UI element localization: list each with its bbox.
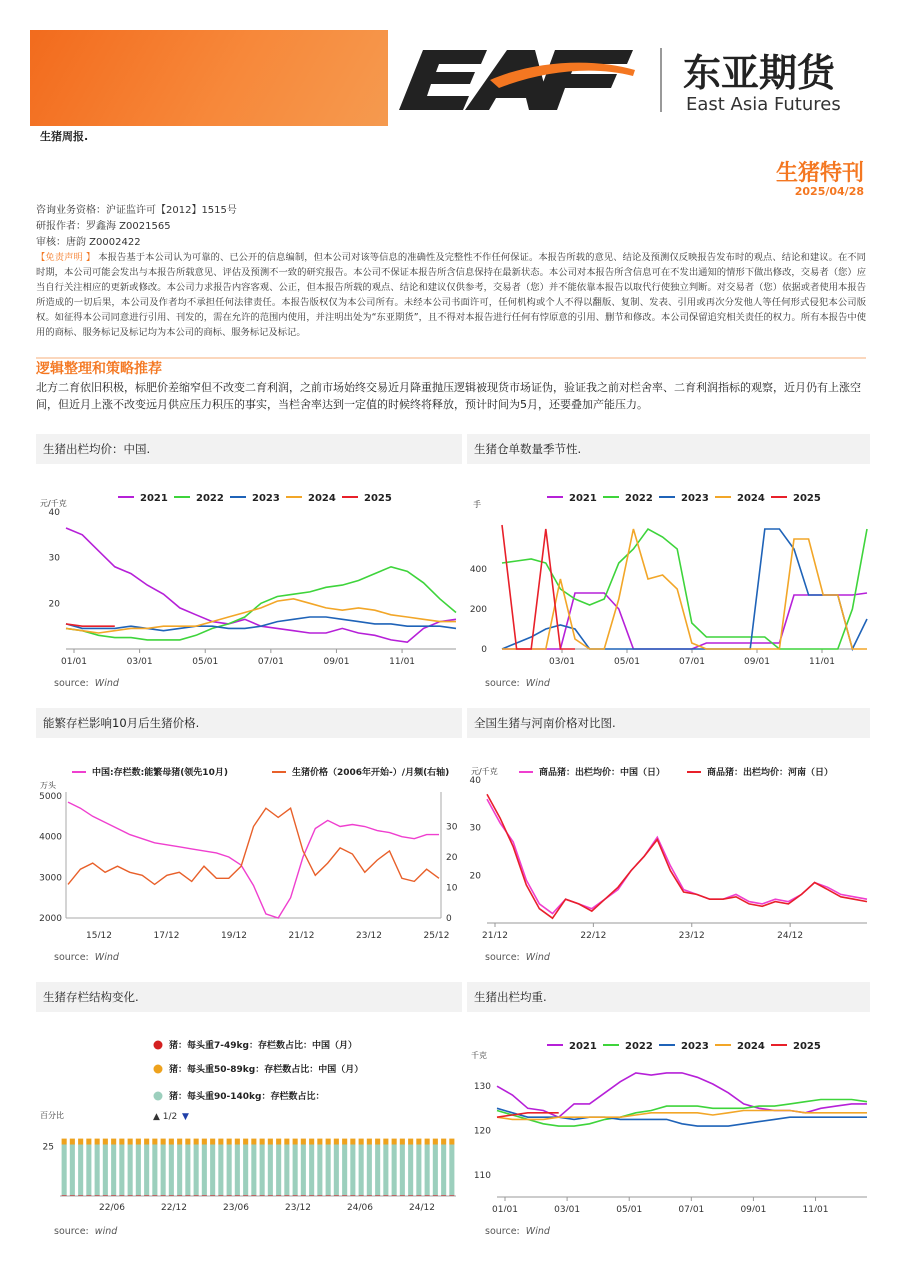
bar-segment	[103, 1139, 108, 1145]
x-tick-label: 07/01	[679, 657, 705, 664]
legend-label: 2024	[737, 1041, 765, 1052]
legend-label: 猪：每头重7-49kg：存栏数占比：中国（月）	[169, 1041, 357, 1051]
bar-segment	[317, 1145, 322, 1196]
bar-segment	[95, 1139, 100, 1145]
y-tick-label: 130	[473, 1082, 491, 1093]
company-cn-name: 东亚期货	[683, 51, 836, 95]
bar-segment	[243, 1139, 248, 1145]
bar-segment	[276, 1139, 281, 1145]
strategy-summary: 北方二育依旧积极，标肥价差缩窄但不改变二育利润，之前市场始终交易近月降重抛压逻辑被现货市场证伪，验证我之前对栏舍率、二育利润指标的观察，近月仍有上涨空间，但近月上涨不改变远月供应压力积压的事实，当栏舍率达到一定值的时候终将释放，预计时间为5月，还要叠加产能压力。	[36, 381, 861, 411]
y-tick-label: 5000	[39, 792, 62, 802]
chart-national-vs-henan	[467, 738, 870, 938]
bar-segment	[334, 1145, 339, 1196]
y-tick-label: 25	[42, 1142, 54, 1153]
bar-segment	[416, 1139, 421, 1145]
y-tick-label: 200	[469, 605, 487, 615]
bar-segment	[169, 1139, 174, 1145]
x-tick-label: 24/12	[777, 931, 804, 938]
x-tick-label: 25/12	[423, 931, 450, 938]
series-line-2021	[497, 1073, 867, 1117]
bar-segment	[227, 1145, 232, 1196]
y-tick-label: 120	[473, 1126, 491, 1137]
x-tick-label: 11/01	[389, 657, 416, 664]
legend-label: 2024	[737, 493, 765, 504]
bar-segment	[70, 1145, 75, 1196]
bar-segment	[317, 1139, 322, 1145]
bar-segment	[425, 1139, 430, 1145]
bar-segment	[449, 1139, 454, 1145]
y2-tick-label: 0	[446, 914, 452, 924]
chart-panel-warrants	[467, 434, 870, 695]
bar-segment	[111, 1139, 116, 1145]
report-name: 生猪周报.	[40, 130, 89, 143]
bar-segment	[227, 1139, 232, 1145]
bar-segment	[62, 1139, 67, 1145]
y-axis-unit: 手	[473, 500, 481, 509]
y-tick-label: 0	[481, 645, 487, 655]
bar-segment	[202, 1145, 207, 1196]
x-tick-label: 09/01	[744, 657, 770, 664]
legend-label: 2021	[569, 1041, 597, 1052]
bar-segment	[119, 1145, 124, 1196]
bar-segment	[62, 1145, 67, 1196]
chart-title: 全国生猪与河南价格对比图.	[467, 708, 870, 738]
legend-label: 商品猪：出栏均价：中国（日）	[539, 768, 666, 778]
chart-panel-sows	[36, 708, 462, 969]
disclaimer-tag: 【免责声明 】	[36, 252, 96, 263]
bar-segment	[218, 1145, 223, 1196]
x-tick-label: 19/12	[221, 931, 247, 938]
chart-sows-vs-price	[36, 738, 462, 938]
chart-source: source: Wind	[54, 678, 119, 689]
bar-segment	[78, 1145, 83, 1196]
bar-segment	[326, 1145, 331, 1196]
legend-label: 2021	[569, 493, 597, 504]
chart-source: source: Wind	[485, 1226, 550, 1237]
series-line-2025	[502, 525, 575, 649]
legend-pager: ▲ 1/2	[153, 1112, 178, 1122]
legend-label: 2023	[681, 493, 709, 504]
bar-segment	[268, 1139, 273, 1145]
y-axis-unit: 万头	[40, 781, 56, 790]
legend-label: 2022	[625, 1041, 653, 1052]
issue-date: 2025/04/28	[794, 185, 864, 198]
bar-segment	[78, 1139, 83, 1145]
disclaimer-text: 本报告基于本公司认为可靠的、已公开的信息编制，但本公司对该等信息的准确性及完整性不作任何保证。本报告所载的意见、结论及预测仅反映报告发布时的观点、结论和建议。在不同时期，本公司可能会发出与本报告所载意见、评估及预测不一致的研究报告。本公司不保证本报告所含信息保持在最新状态。本公司对本报告所含信息可在不发出通知的情形下做出修改，交易者（您）应当自行关注相应的更新或修改。本公司力求报告内容客观、公正，但本报告所载的观点、结论和建议仅供参考，交易者（您）并不能依靠本报告以取代行使独立判断。对交易者（您）依据或者使用本报告所造成的一切后果，本公司及作者均不承担任何法律责任。本报告版权仅为本公司所有。未经本公司书面许可，任何机构或个人不得以翻版、复制、发表、引用或再次分发他人等任何形式侵犯本公司版权。如征得本公司同意进行引用、刊发的，需在允许的范围内使用，并注明出处为“东亚期货”，且不得对本报告进行任何有悖原意的引用、删节和修改。本公司保留追究相关责任的权力。所有本报告中使用的商标、服务标记及标记均为本公司的商标、服务标记及标记。	[36, 252, 866, 338]
legend-label: 商品猪：出栏均价：河南（日）	[707, 768, 834, 778]
chart-source: source: Wind	[54, 952, 119, 963]
y-axis-unit: 元/千克	[471, 767, 498, 776]
y-axis-unit: 千克	[471, 1051, 487, 1060]
x-tick-label: 03/01	[554, 1205, 581, 1212]
bar-segment	[210, 1139, 215, 1145]
bar-segment	[202, 1139, 207, 1145]
bar-segment	[152, 1139, 157, 1145]
legend-swatch	[154, 1041, 163, 1050]
chart-title: 生猪仓单数量季节性.	[467, 434, 870, 464]
bar-segment	[301, 1145, 306, 1196]
series-line-商品猪：出栏均价：河南（日）	[487, 794, 867, 918]
legend-label: 2021	[140, 493, 168, 504]
pager-next-icon: ▼	[182, 1112, 189, 1122]
legend-label: 中国:存栏数:能繁母猪(领先10月)	[92, 768, 228, 778]
bar-segment	[342, 1139, 347, 1145]
x-tick-label: 23/12	[285, 1203, 311, 1212]
y-tick-label: 3000	[39, 873, 62, 884]
chart-avg-weight	[467, 1012, 870, 1212]
meta-qualification: 咨询业务资格：沪证监许可【2012】1515号	[36, 205, 237, 216]
chart-title: 生猪出栏均重.	[467, 982, 870, 1012]
bar-segment	[293, 1145, 298, 1196]
legend-label: 2025	[364, 493, 392, 504]
bar-segment	[86, 1145, 91, 1196]
bar-segment	[136, 1139, 141, 1145]
bar-segment	[375, 1145, 380, 1196]
bar-segment	[103, 1145, 108, 1196]
x-tick-label: 07/01	[678, 1205, 705, 1212]
legend-label: 2023	[252, 493, 280, 504]
series-line-商品猪：出栏均价：中国（日）	[487, 799, 867, 913]
bar-segment	[185, 1139, 190, 1145]
bar-segment	[408, 1145, 413, 1196]
disclaimer	[36, 250, 866, 340]
legend-label: 2025	[793, 1041, 821, 1052]
bar-segment	[383, 1139, 388, 1145]
y-tick-label: 20	[48, 599, 60, 610]
header-banner	[30, 30, 388, 126]
bar-segment	[334, 1139, 339, 1145]
y2-tick-label: 20	[446, 853, 458, 863]
bar-segment	[342, 1145, 347, 1196]
x-tick-label: 03/01	[126, 657, 153, 664]
meta-author: 研报作者：罗鑫海 Z0021565	[36, 221, 171, 232]
series-line-2022	[502, 529, 867, 649]
bar-segment	[383, 1145, 388, 1196]
x-tick-label: 23/12	[678, 931, 705, 938]
y-axis-unit: 元/千克	[40, 499, 67, 508]
bar-segment	[136, 1145, 141, 1196]
chart-panel-weight	[467, 982, 870, 1243]
bar-segment	[276, 1145, 281, 1196]
bar-segment	[350, 1145, 355, 1196]
x-tick-label: 07/01	[257, 657, 284, 664]
bar-segment	[433, 1145, 438, 1196]
bar-segment	[194, 1139, 199, 1145]
x-tick-label: 21/12	[288, 931, 315, 938]
section-title: 逻辑整理和策略推荐	[36, 361, 162, 377]
y-tick-label: 20	[469, 871, 481, 882]
bar-segment	[441, 1139, 446, 1145]
chart-price-seasonal	[36, 464, 462, 664]
bar-segment	[375, 1139, 380, 1145]
x-tick-label: 23/12	[356, 931, 382, 938]
x-tick-label: 01/01	[492, 1205, 518, 1212]
legend-label: 2025	[793, 493, 821, 504]
bar-segment	[218, 1139, 223, 1145]
x-tick-label: 22/12	[161, 1203, 187, 1212]
y-tick-label: 110	[473, 1170, 491, 1181]
chart-title: 能繁存栏影响10月后生猪价格.	[36, 708, 462, 738]
bar-segment	[251, 1145, 256, 1196]
y-tick-label: 2000	[39, 914, 62, 924]
bar-segment	[400, 1139, 405, 1145]
bar-segment	[235, 1139, 240, 1145]
bar-segment	[210, 1145, 215, 1196]
y-tick-label: 400	[469, 565, 487, 575]
legend-swatch	[154, 1065, 163, 1074]
bar-segment	[392, 1145, 397, 1196]
x-tick-label: 05/01	[192, 657, 219, 664]
bar-segment	[367, 1145, 372, 1196]
bar-segment	[251, 1139, 256, 1145]
bar-segment	[95, 1145, 100, 1196]
issue-title: 生猪特刊	[775, 161, 864, 186]
company-logo	[395, 40, 870, 120]
bar-segment	[309, 1139, 314, 1145]
chart-title: 生猪存栏结构变化.	[36, 982, 462, 1012]
x-tick-label: 05/01	[616, 1205, 643, 1212]
y2-tick-label: 30	[446, 822, 458, 833]
chart-source: source: Wind	[485, 952, 550, 963]
y-tick-label: 40	[48, 508, 60, 518]
bar-segment	[359, 1145, 364, 1196]
bar-segment	[400, 1145, 405, 1196]
bar-segment	[111, 1145, 116, 1196]
legend-label: 2023	[681, 1041, 709, 1052]
bar-segment	[301, 1139, 306, 1145]
x-tick-label: 01/01	[61, 657, 87, 664]
bar-segment	[284, 1139, 289, 1145]
bar-segment	[177, 1145, 182, 1196]
bar-segment	[367, 1139, 372, 1145]
legend-label: 猪：每头重90-140kg：存栏数占比：	[169, 1092, 325, 1102]
series-line	[68, 808, 439, 884]
bar-segment	[449, 1145, 454, 1196]
bar-segment	[268, 1145, 273, 1196]
x-tick-label: 03/01	[549, 657, 575, 664]
bar-segment	[152, 1145, 157, 1196]
x-tick-label: 22/06	[99, 1203, 125, 1212]
bar-segment	[326, 1139, 331, 1145]
bar-segment	[144, 1139, 149, 1145]
x-tick-label: 11/01	[809, 657, 835, 664]
bar-segment	[425, 1145, 430, 1196]
chart-source: source: Wind	[485, 678, 550, 689]
x-tick-label: 24/12	[409, 1203, 435, 1212]
y-tick-label: 40	[469, 776, 481, 786]
bar-segment	[260, 1145, 265, 1196]
bar-segment	[70, 1139, 75, 1145]
bar-segment	[161, 1139, 166, 1145]
bar-segment	[284, 1145, 289, 1196]
y-tick-label: 30	[469, 823, 481, 834]
chart-warrant-seasonal	[467, 464, 870, 664]
bar-segment	[161, 1145, 166, 1196]
x-tick-label: 11/01	[802, 1205, 829, 1212]
bar-segment	[144, 1145, 149, 1196]
legend-swatch	[154, 1092, 163, 1101]
y2-tick-label: 10	[446, 883, 458, 894]
y-tick-label: 30	[48, 553, 60, 564]
series-line	[68, 802, 439, 918]
bar-segment	[416, 1145, 421, 1196]
x-tick-label: 05/01	[614, 657, 640, 664]
legend-label: 猪：每头重50-89kg：存栏数占比：中国（月）	[169, 1065, 364, 1075]
legend-label: 2022	[625, 493, 653, 504]
chart-panel-price	[36, 434, 462, 695]
chart-panel-structure	[36, 982, 462, 1243]
y-axis-unit: 百分比	[40, 1111, 64, 1120]
x-tick-label: 21/12	[482, 931, 508, 938]
meta-reviewer: 审核：唐韵 Z0002422	[36, 237, 141, 248]
bar-segment	[408, 1139, 413, 1145]
chart-source: source: wind	[54, 1226, 118, 1237]
bar-segment	[235, 1145, 240, 1196]
legend-label: 2022	[196, 493, 224, 504]
x-tick-label: 09/01	[740, 1205, 767, 1212]
x-tick-label: 09/01	[323, 657, 350, 664]
bar-segment	[441, 1145, 446, 1196]
bar-segment	[185, 1145, 190, 1196]
bar-segment	[359, 1139, 364, 1145]
bar-segment	[169, 1145, 174, 1196]
bar-segment	[128, 1145, 133, 1196]
legend-label: 2024	[308, 493, 336, 504]
bar-segment	[433, 1139, 438, 1145]
company-en-name: East Asia Futures	[686, 94, 841, 115]
bar-segment	[350, 1139, 355, 1145]
bar-segment	[119, 1139, 124, 1145]
bar-segment	[309, 1145, 314, 1196]
bar-segment	[86, 1139, 91, 1145]
bar-segment	[128, 1139, 133, 1145]
x-tick-label: 17/12	[153, 931, 180, 938]
bar-segment	[194, 1145, 199, 1196]
chart-inventory-structure	[36, 1012, 462, 1212]
x-tick-label: 23/06	[223, 1203, 249, 1212]
x-tick-label: 22/12	[580, 931, 607, 938]
x-tick-label: 24/06	[347, 1203, 373, 1212]
bar-segment	[293, 1139, 298, 1145]
x-tick-label: 15/12	[86, 931, 112, 938]
y-tick-label: 4000	[39, 832, 62, 843]
bar-segment	[392, 1139, 397, 1145]
bar-segment	[177, 1139, 182, 1145]
chart-panel-henan	[467, 708, 870, 969]
bar-segment	[260, 1139, 265, 1145]
legend-label: 生猪价格（2006年开始-）/月频(右轴)	[292, 768, 450, 778]
bar-segment	[243, 1145, 248, 1196]
chart-title: 生猪出栏均价：中国.	[36, 434, 462, 464]
